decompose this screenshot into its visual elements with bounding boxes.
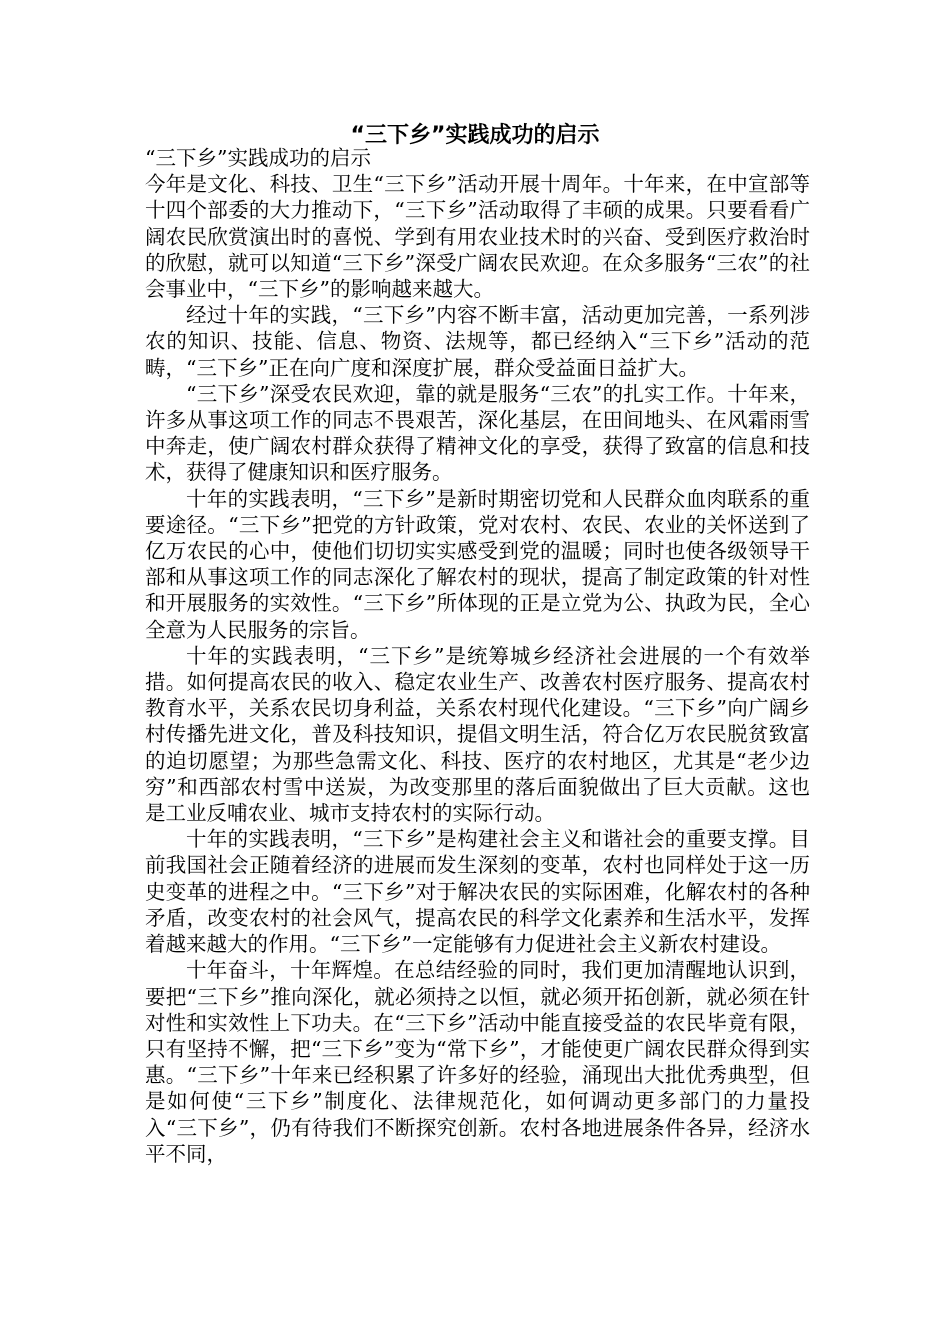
- document-body: [145, 145, 810, 1167]
- subtitle-paragraph: “三下乡”实践成功的启示: [145, 146, 371, 170]
- paragraph-ten-years: 十年奋斗，十年辉煌。在总结经验的同时，我们更加清醒地认识到，要把“三下乡”推向深化，就必须持之以恒，就必须开拓创新，就必须在针对性和实效性上下功夫。在“三下乡”活动中能直接受益的农民毕竟有限，只有坚持不懈，把“三下乡”变为“常下乡”，才能使更广阔农民群众得到实惠。“三下乡”十年来已经积累了许多好的经验，涌现出大批优秀典型，但是如何使“三下乡”制度化、法律规范化，如何调动更多部门的力量投入“三下乡”，仍有待我们不断探究创新。农村各地进展条件各异，经济水平不同，: [145, 958, 810, 1166]
- paragraph-welcome: “三下乡”深受农民欢迎，靠的就是服务“三农”的扎实工作。十年来，许多从事这项工作的同志不畏艰苦，深化基层，在田间地头、在风霜雨雪中奔走，使广阔农村群众获得了精神文化的享受，获得了致富的信息和技术，获得了健康知识和医疗服务。: [145, 381, 810, 485]
- paragraph-intro: 今年是文化、科技、卫生“三下乡”活动开展十周年。十年来，在中宣部等十四个部委的大力推动下，“三下乡”活动取得了丰硕的成果。只要看看广阔农民欣赏演出时的喜悦、学到有用农业技术时的兴奋、受到医疗救治时的欣慰，就可以知道“三下乡”深受广阔农民欢迎。在众多服务“三农”的社会事业中，“三下乡”的影响越来越大。: [145, 172, 810, 302]
- document-title: “三下乡”实践成功的启示: [350, 123, 600, 148]
- paragraph-harmonious-society: 十年的实践表明，“三下乡”是构建社会主义和谐社会的重要支撑。目前我国社会正随着经济的进展而发生深刻的变革，农村也同样处于这一历史变革的进程之中。“三下乡”对于解决农民的实际困难，化解农村的各种矛盾，改变农村的社会风气，提高农民的科学文化素养和生活水平，发挥着越来越大的作用。“三下乡”一定能够有力促进社会主义新农村建设。: [145, 827, 810, 957]
- paragraph-party-link: 十年的实践表明，“三下乡”是新时期密切党和人民群众血肉联系的重要途径。“三下乡”把党的方针政策，党对农村、农民、农业的关怀送到了亿万农民的心中，使他们切切实实感受到党的温暖；同时也使各级领导干部和从事这项工作的同志深化了解农村的现状，提高了制定政策的针对性和开展服务的实效性。“三下乡”所体现的正是立党为公、执政为民，全心全意为人民服务的宗旨。: [145, 486, 810, 642]
- paragraph-urban-rural: 十年的实践表明，“三下乡”是统筹城乡经济社会进展的一个有效举措。如何提高农民的收入、稳定农业生产、改善农村医疗服务、提高农村教育水平，关系农民切身利益，关系农村现代化建设。“三下乡”向广阔乡村传播先进文化，普及科技知识，提倡文明生活，符合亿万农民脱贫致富的迫切愿望；为那些急需文化、科技、医疗的农村地区，尤其是“老少边穷”和西部农村雪中送炭，为改变那里的落后面貌做出了巨大贡献。这也是工业反哺农业、城市支持农村的实际行动。: [145, 643, 810, 826]
- paragraph-practice: 经过十年的实践，“三下乡”内容不断丰富，活动更加完善，一系列涉农的知识、技能、信息、物资、法规等，都已经纳入“三下乡”活动的范畴，“三下乡”正在向广度和深度扩展，群众受益面日益扩大。: [145, 303, 810, 380]
